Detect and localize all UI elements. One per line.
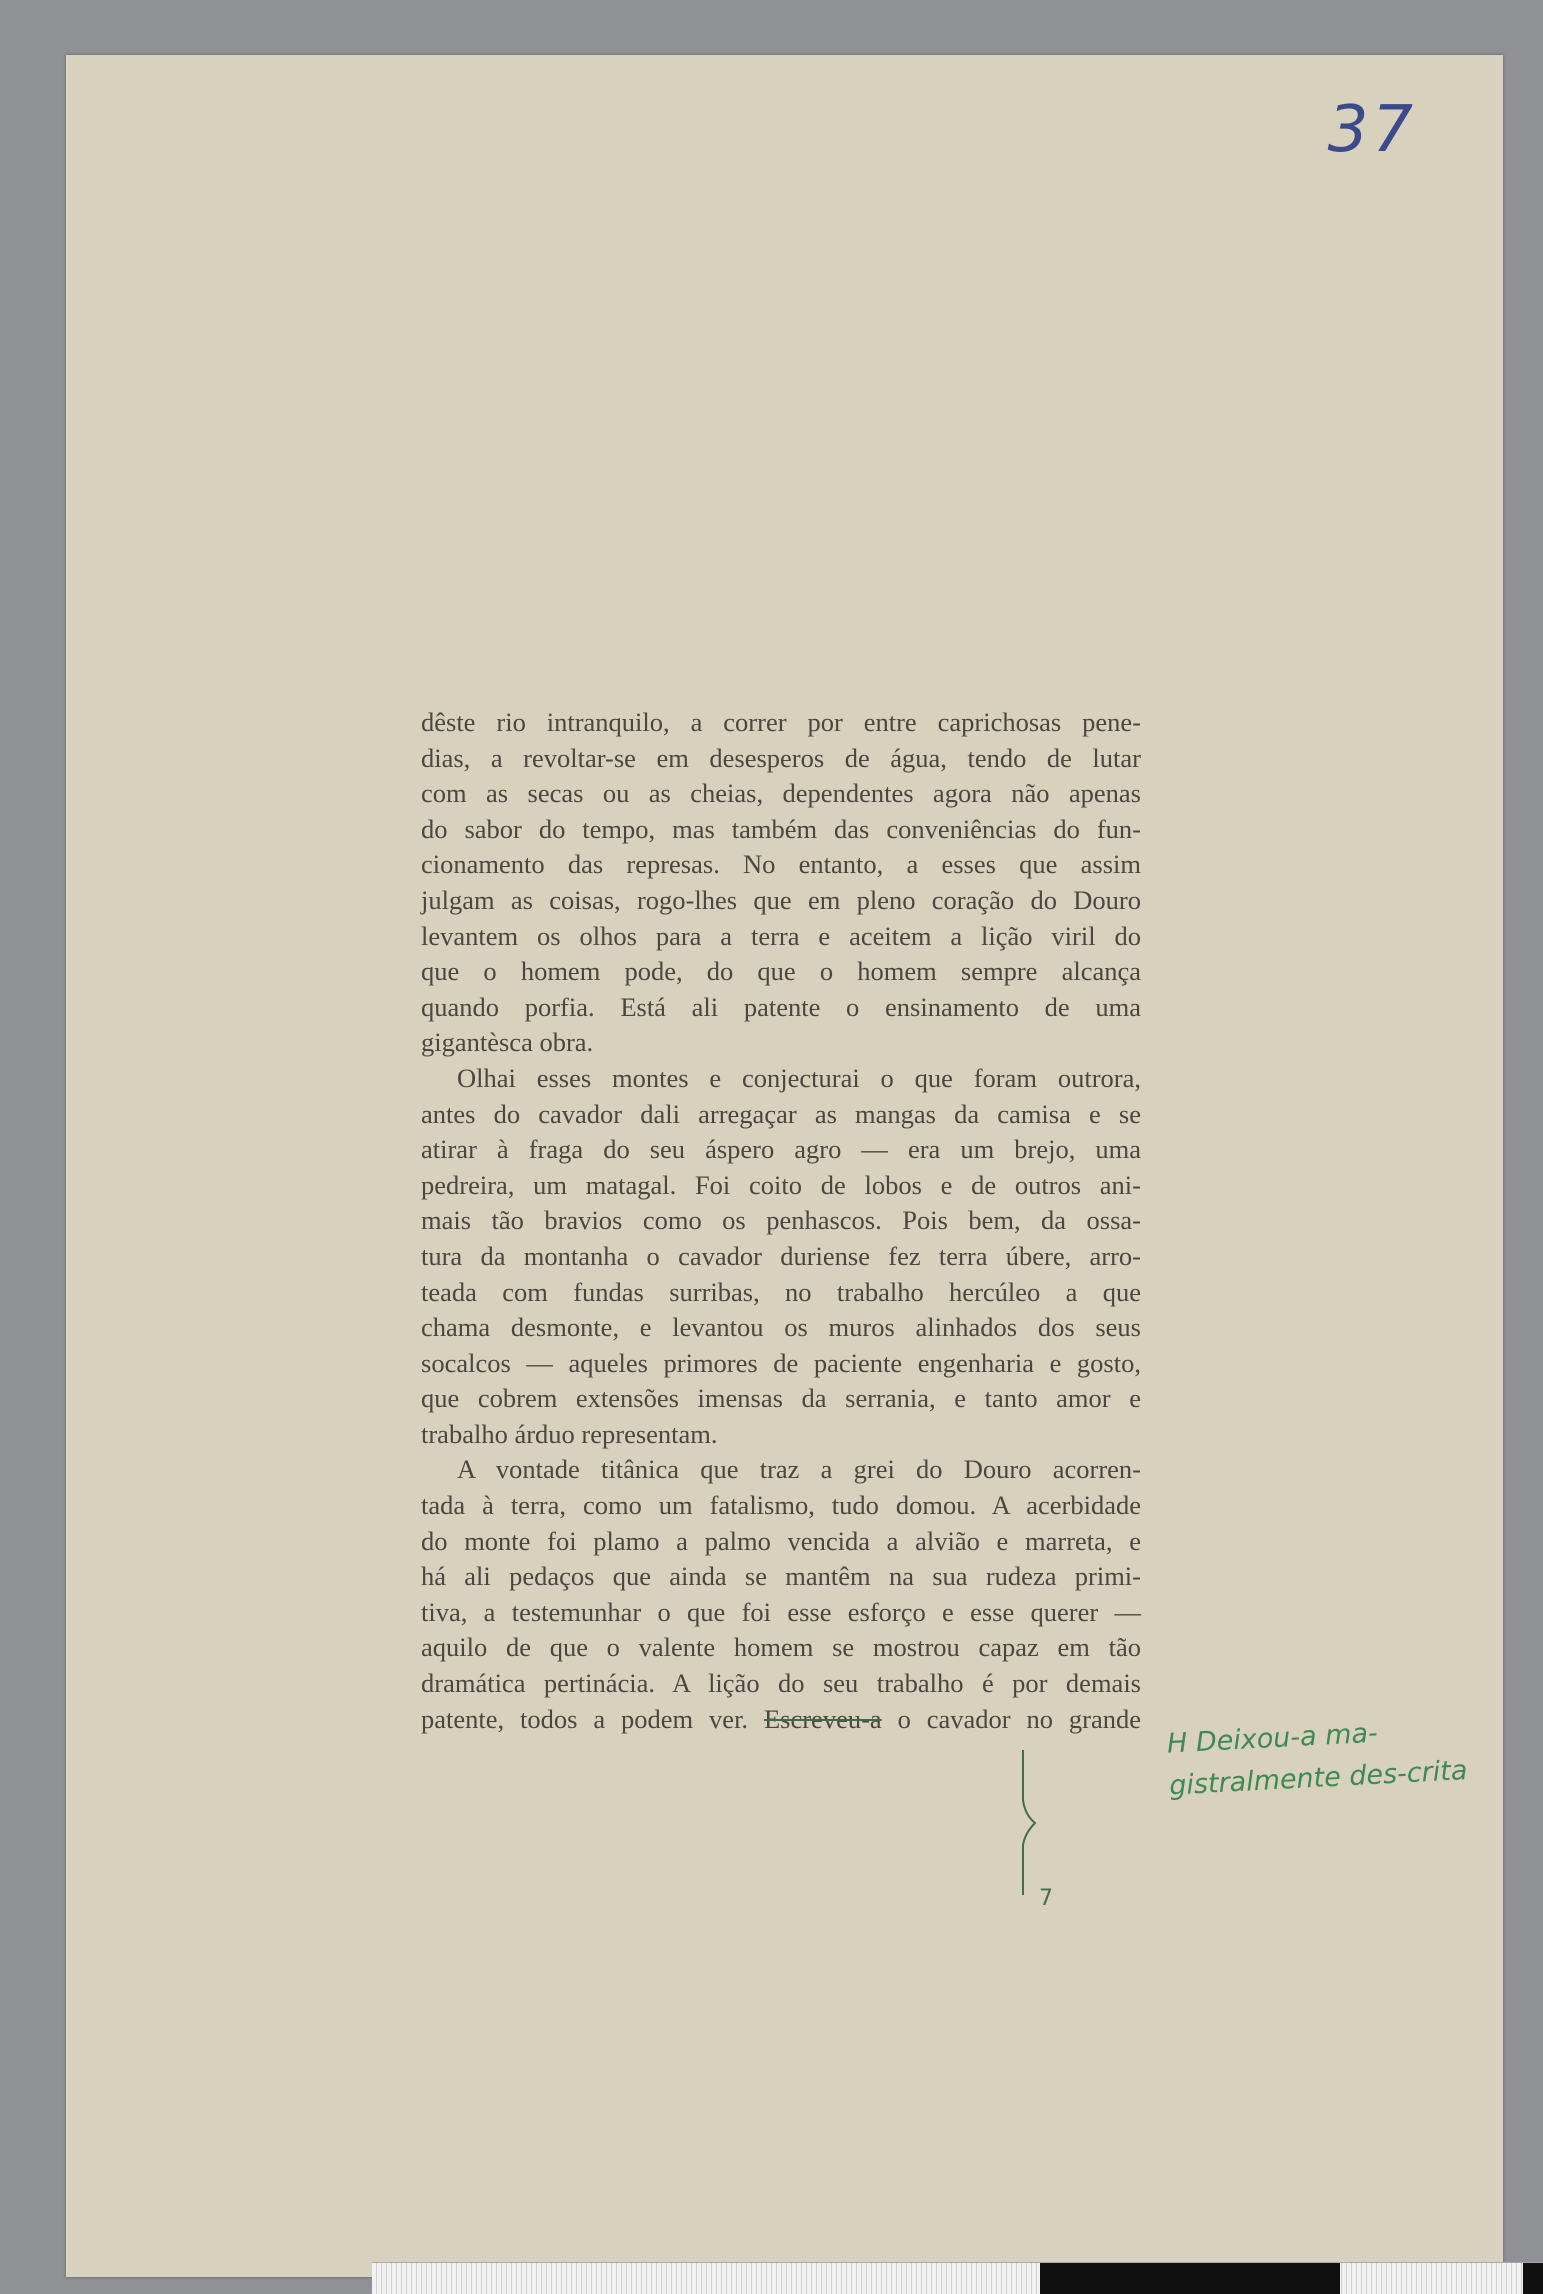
text-line: trabalho árduo representam.: [421, 1418, 718, 1449]
struck-word: Escreveu-a: [763, 1703, 882, 1734]
text-line: dramática pertinácia. A lição do seu trabalho é por demais: [421, 1668, 1141, 1699]
body-text: [421, 705, 1141, 1737]
text-line: Olhai esses montes e conjecturai o que foram outrora,: [457, 1062, 1141, 1093]
text-line: aquilo de que o valente homem se mostrou capaz em tão: [421, 1632, 1141, 1663]
text-line: julgam as coisas, rogo-lhes que em pleno coração do Douro: [421, 884, 1141, 915]
text-segment: o cavador no grande: [881, 1703, 1141, 1734]
handwritten-page-number: 37: [1327, 93, 1417, 167]
text-line: que o homem pode, do que o homem sempre alcança: [421, 956, 1141, 987]
scale-ruler: [372, 2262, 1543, 2294]
document-page: [66, 55, 1503, 2277]
text-line: atirar à fraga do seu áspero agro — era um brejo, uma: [421, 1134, 1141, 1165]
text-line: gigantèsca obra.: [421, 1027, 594, 1058]
text-line: do sabor do tempo, mas também das conveniências do fun-: [421, 813, 1141, 844]
text-line-last: [421, 1702, 1141, 1738]
text-line: do monte foi plamo a palmo vencida a alvião e marreta, e: [421, 1525, 1141, 1556]
text-line: teada com fundas surribas, no trabalho hercúleo a que: [421, 1276, 1141, 1307]
margin-annotation: H Deixou-a ma-gistralmente des-crita: [1166, 1717, 1469, 1802]
text-line: cionamento das represas. No entanto, a esses que assim: [421, 849, 1141, 880]
text-line: pedreira, um matagal. Foi coito de lobos e de outros ani-: [421, 1169, 1141, 1200]
paragraph: [421, 705, 1141, 1061]
text-line: chama desmonte, e levantou os muros alinhados dos seus: [421, 1312, 1141, 1343]
text-line: A vontade titânica que traz a grei do Douro acorren-: [457, 1454, 1141, 1485]
text-line: dias, a revoltar-se em desesperos de água, tendo de lutar: [421, 742, 1141, 773]
text-line: há ali pedaços que ainda se mantêm na sua rudeza primi-: [421, 1561, 1141, 1592]
text-segment: patente, todos a podem ver.: [421, 1703, 764, 1734]
text-line: antes do cavador dali arregaçar as mangas da camisa e se: [421, 1098, 1141, 1129]
text-line: que cobrem extensões imensas da serrania, e tanto amor e: [421, 1383, 1141, 1414]
text-line: tada à terra, como um fatalismo, tudo domou. A acerbidade: [421, 1490, 1141, 1521]
insertion-mark: [1001, 1745, 1061, 1915]
text-line: mais tão bravios como os penhascos. Pois bem, da ossa-: [421, 1205, 1141, 1236]
text-line: quando porfia. Está ali patente o ensinamento de uma: [421, 991, 1141, 1022]
text-line: com as secas ou as cheias, dependentes agora não apenas: [421, 778, 1141, 809]
paragraph: [421, 1061, 1141, 1453]
paragraph: [421, 1452, 1141, 1737]
text-line: levantem os olhos para a terra e aceitem a lição viril do: [421, 920, 1141, 951]
text-line: socalcos — aqueles primores de paciente engenharia e gosto,: [421, 1347, 1141, 1378]
text-line: tura da montanha o cavador duriense fez terra úbere, arro-: [421, 1240, 1141, 1271]
text-line: dêste rio intranquilo, a correr por entre caprichosas pene-: [421, 707, 1141, 737]
text-line: tiva, a testemunhar o que foi esse esforço e esse querer —: [421, 1596, 1141, 1627]
margin-mark: 7: [1039, 1886, 1053, 1911]
